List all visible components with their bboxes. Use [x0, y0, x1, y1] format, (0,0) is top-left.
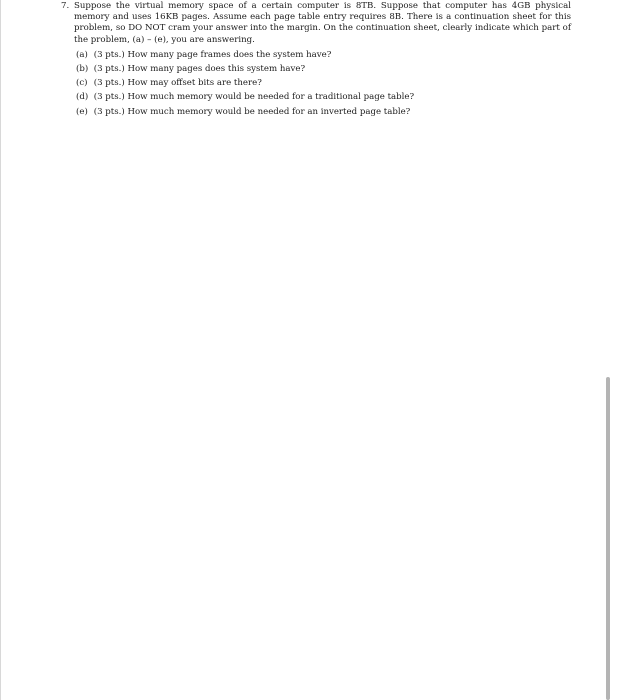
part-text: (3 pts.) How may offset bits are there?	[93, 78, 262, 89]
part-label: (c)	[76, 78, 88, 89]
question-part-e	[76, 107, 571, 118]
question-text: Suppose the virtual memory space of a certain computer is 8TB. Suppose that computer has 4GB physical memory and uses 16KB pages. Assume each page table entry requires 8B. There is a continuation sheet for this problem, so DO NOT cram your answer into the margin. On the continuation sheet, clearly indicate which part of the problem, (a) – (e), you are answering.	[74, 1, 571, 45]
question-block	[61, 1, 571, 121]
question-part-d	[76, 92, 571, 103]
vertical-scrollbar-thumb[interactable]	[606, 377, 610, 700]
part-text: (3 pts.) How much memory would be needed for a traditional page table?	[93, 92, 415, 103]
part-label: (d)	[76, 92, 89, 103]
question-number: 7.	[61, 1, 70, 11]
question-part-b	[76, 64, 571, 75]
part-label: (a)	[76, 49, 88, 60]
page-left-border	[0, 0, 1, 700]
question-part-a	[76, 50, 571, 61]
part-text: (3 pts.) How many pages does this system have?	[93, 64, 306, 75]
part-label: (e)	[76, 106, 88, 117]
part-label: (b)	[76, 64, 89, 75]
question-part-c	[76, 78, 571, 89]
part-text: (3 pts.) How many page frames does the system have?	[93, 49, 332, 60]
question-stem	[61, 1, 571, 46]
question-parts	[61, 50, 571, 118]
part-text: (3 pts.) How much memory would be needed for an inverted page table?	[93, 106, 411, 117]
